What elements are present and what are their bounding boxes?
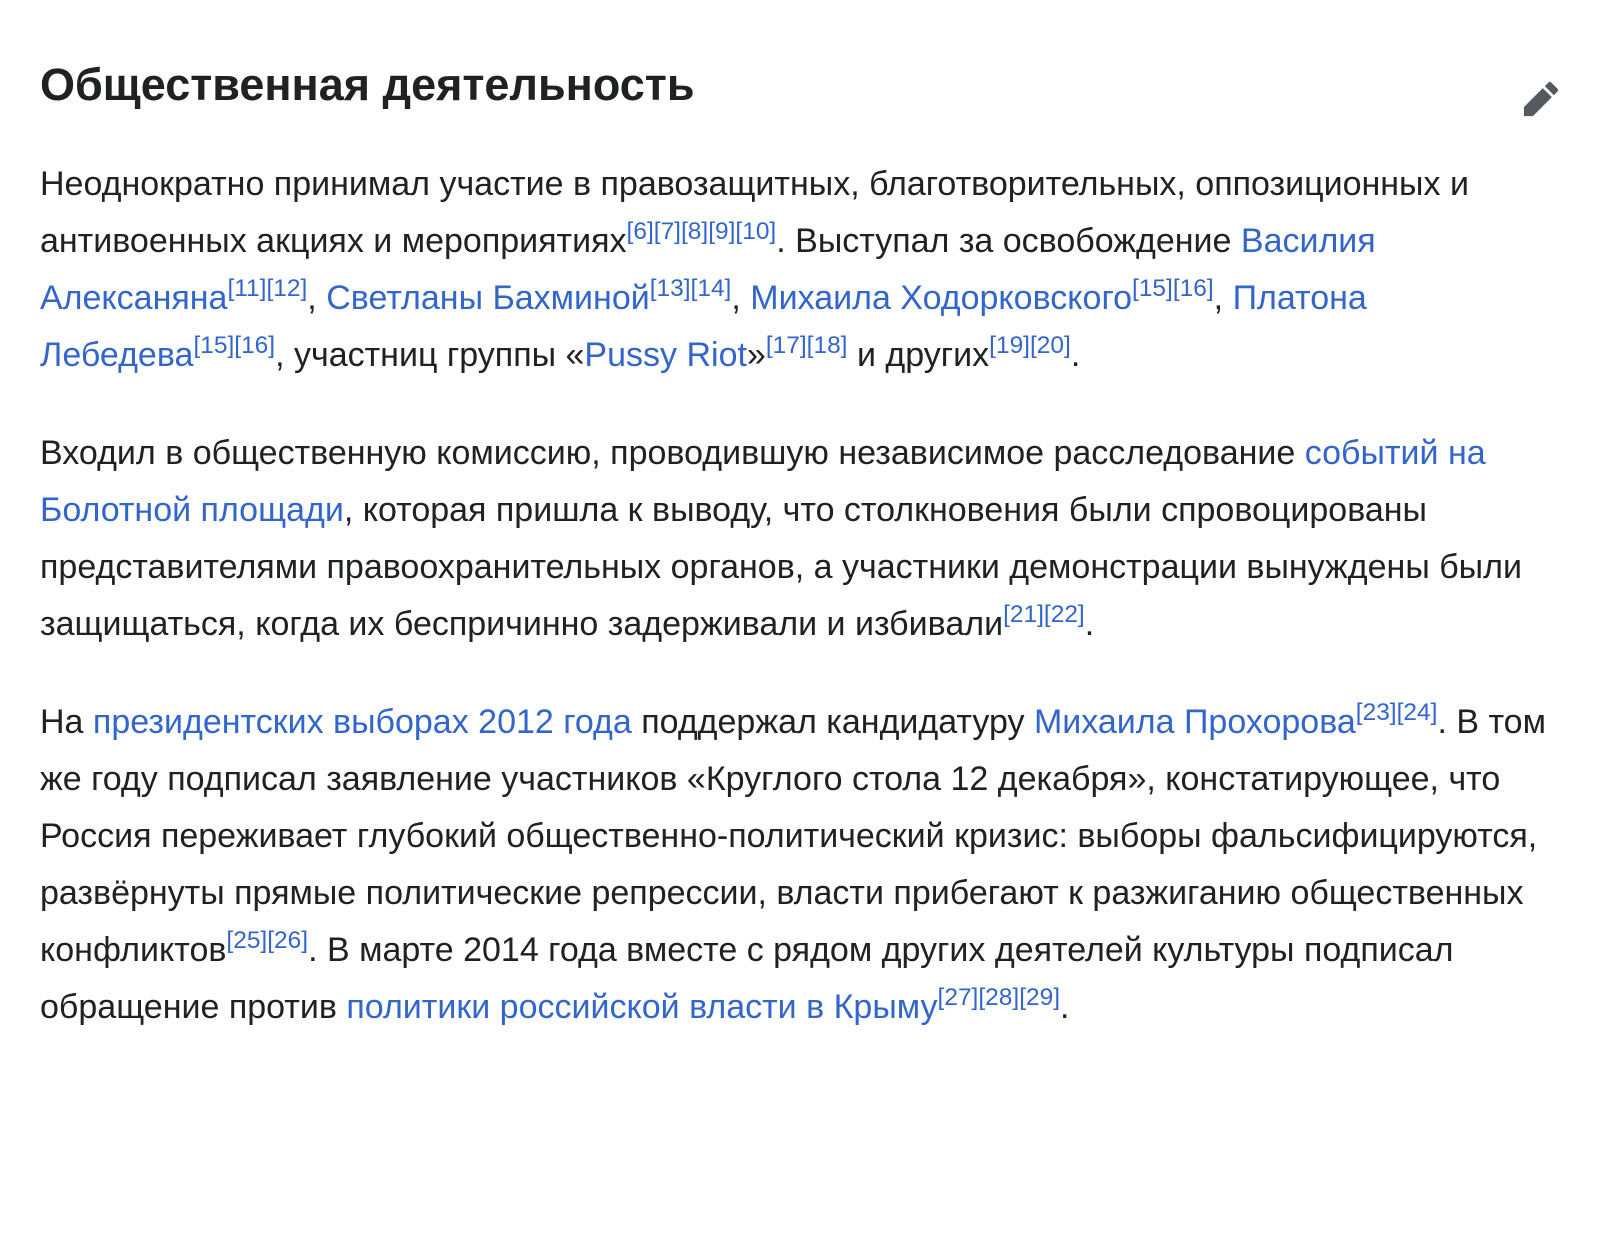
reference-link[interactable]	[989, 332, 1030, 359]
reference-link-anchor[interactable]: [15]	[1132, 274, 1173, 302]
wiki-link[interactable]: Михаила Прохорова	[1033, 703, 1356, 741]
reference-link-anchor[interactable]: [21]	[1003, 600, 1044, 628]
reference-link-anchor[interactable]: [20]	[1029, 331, 1071, 359]
reference-link[interactable]	[227, 275, 266, 302]
reference-link[interactable]	[766, 332, 807, 359]
reference-link-anchor[interactable]: [6]	[626, 217, 654, 245]
wiki-link[interactable]: президентских выборах 2012 года	[92, 703, 632, 741]
reference-link-anchor[interactable]: [24]	[1396, 698, 1438, 726]
reference-link-anchor[interactable]: [16]	[234, 331, 276, 359]
reference-link[interactable]	[1173, 275, 1214, 302]
edit-section-button[interactable]	[1522, 80, 1560, 118]
wiki-link[interactable]: событий на Болотной площади	[40, 434, 1486, 529]
wiki-link[interactable]: Платона Лебедева	[40, 279, 1367, 374]
pencil-icon	[1522, 80, 1560, 118]
reference-link[interactable]	[681, 218, 708, 245]
reference-link[interactable]	[193, 332, 234, 359]
reference-link[interactable]	[267, 927, 308, 954]
reference-link-anchor[interactable]: [27]	[937, 983, 979, 1011]
reference-link[interactable]	[1030, 332, 1071, 359]
reference-link-anchor[interactable]: [29]	[1019, 983, 1061, 1011]
reference-link[interactable]	[234, 332, 275, 359]
article-body	[40, 156, 1560, 1036]
reference-link[interactable]	[735, 218, 776, 245]
reference-link-anchor[interactable]: [11]	[227, 274, 267, 302]
reference-link[interactable]	[1003, 601, 1044, 628]
reference-link-anchor[interactable]: [15]	[193, 331, 235, 359]
reference-link-anchor[interactable]: [16]	[1172, 274, 1214, 302]
reference-link[interactable]	[1044, 601, 1085, 628]
reference-link-anchor[interactable]: [14]	[690, 274, 732, 302]
reference-link-anchor[interactable]: [22]	[1043, 600, 1085, 628]
reference-link-anchor[interactable]: [23]	[1355, 698, 1397, 726]
reference-link[interactable]	[1397, 699, 1438, 726]
wiki-link[interactable]: Василия Алексаняна	[40, 222, 1376, 317]
wiki-link[interactable]: Михаила Ходорковского	[750, 279, 1133, 317]
reference-link[interactable]	[691, 275, 732, 302]
reference-link[interactable]	[1356, 699, 1397, 726]
reference-link[interactable]	[650, 275, 691, 302]
reference-link[interactable]	[938, 984, 979, 1011]
section-heading-row	[40, 52, 1560, 118]
article-paragraph: Входил в общественную комиссию, проводившую независимое расследование событий на Болотной площади, которая пришла к выводу, что столкновения были спровоцированы представителями правоохранительных органов, а участники демонстрации вынуждены были защищаться, когда их беспричинно задерживали и избивали[21][22].	[40, 434, 1522, 643]
reference-link[interactable]	[807, 332, 848, 359]
reference-link-anchor[interactable]: [10]	[735, 217, 777, 245]
reference-link[interactable]	[978, 984, 1019, 1011]
reference-link-anchor[interactable]: [8]	[680, 217, 709, 245]
reference-link[interactable]	[708, 218, 735, 245]
reference-link[interactable]	[266, 275, 307, 302]
reference-link-anchor[interactable]: [19]	[989, 331, 1030, 359]
reference-link-anchor[interactable]: [25]	[226, 926, 268, 954]
wiki-link[interactable]: политики российской власти в Крыму	[346, 988, 938, 1026]
reference-link-anchor[interactable]: [26]	[267, 926, 309, 954]
reference-link[interactable]	[654, 218, 681, 245]
reference-link-anchor[interactable]: [17]	[765, 331, 807, 359]
reference-link-anchor[interactable]: [13]	[649, 274, 691, 302]
wiki-link[interactable]: Светланы Бахминой	[326, 279, 650, 317]
reference-link-anchor[interactable]: [9]	[708, 217, 736, 245]
wiki-link[interactable]: Pussy Riot	[584, 336, 747, 374]
article-paragraph: Неоднократно принимал участие в правозащитных, благотворительных, оппозиционных и антивоенных акциях и мероприятиях[6][7][8][9][10]. Выступал за освобождение Василия Алексаняна[11][12], Светланы Бахминой[13][14], Михаила Ходорковского[15][16], Платона Лебедева[15][16], участниц группы «Pussy Riot»[17][18] и других[19][20].	[40, 165, 1469, 374]
reference-link[interactable]	[1019, 984, 1060, 1011]
section-title: Общественная деятельность	[40, 59, 695, 110]
reference-link[interactable]	[1132, 275, 1173, 302]
reference-link[interactable]	[226, 927, 267, 954]
reference-link-anchor[interactable]: [12]	[266, 274, 308, 302]
reference-link[interactable]	[627, 218, 654, 245]
reference-link-anchor[interactable]: [7]	[653, 217, 681, 245]
article-paragraph: На президентских выборах 2012 года поддержал кандидатуру Михаила Прохорова[23][24]. В том же году подписал заявление участников «Круглого стола 12 декабря», констатирующее, что Россия переживает глубокий общественно-политический кризис: выборы фальсифицируются, развёрнуты прямые политические репрессии, власти прибегают к разжиганию общественных конфликтов[25][26]. В марте 2014 года вместе с рядом других деятелей культуры подписал обращение против политики российской власти в Крыму[27][28][29].	[40, 698, 1546, 1026]
reference-link-anchor[interactable]: [28]	[978, 983, 1020, 1011]
reference-link-anchor[interactable]: [18]	[806, 331, 848, 359]
